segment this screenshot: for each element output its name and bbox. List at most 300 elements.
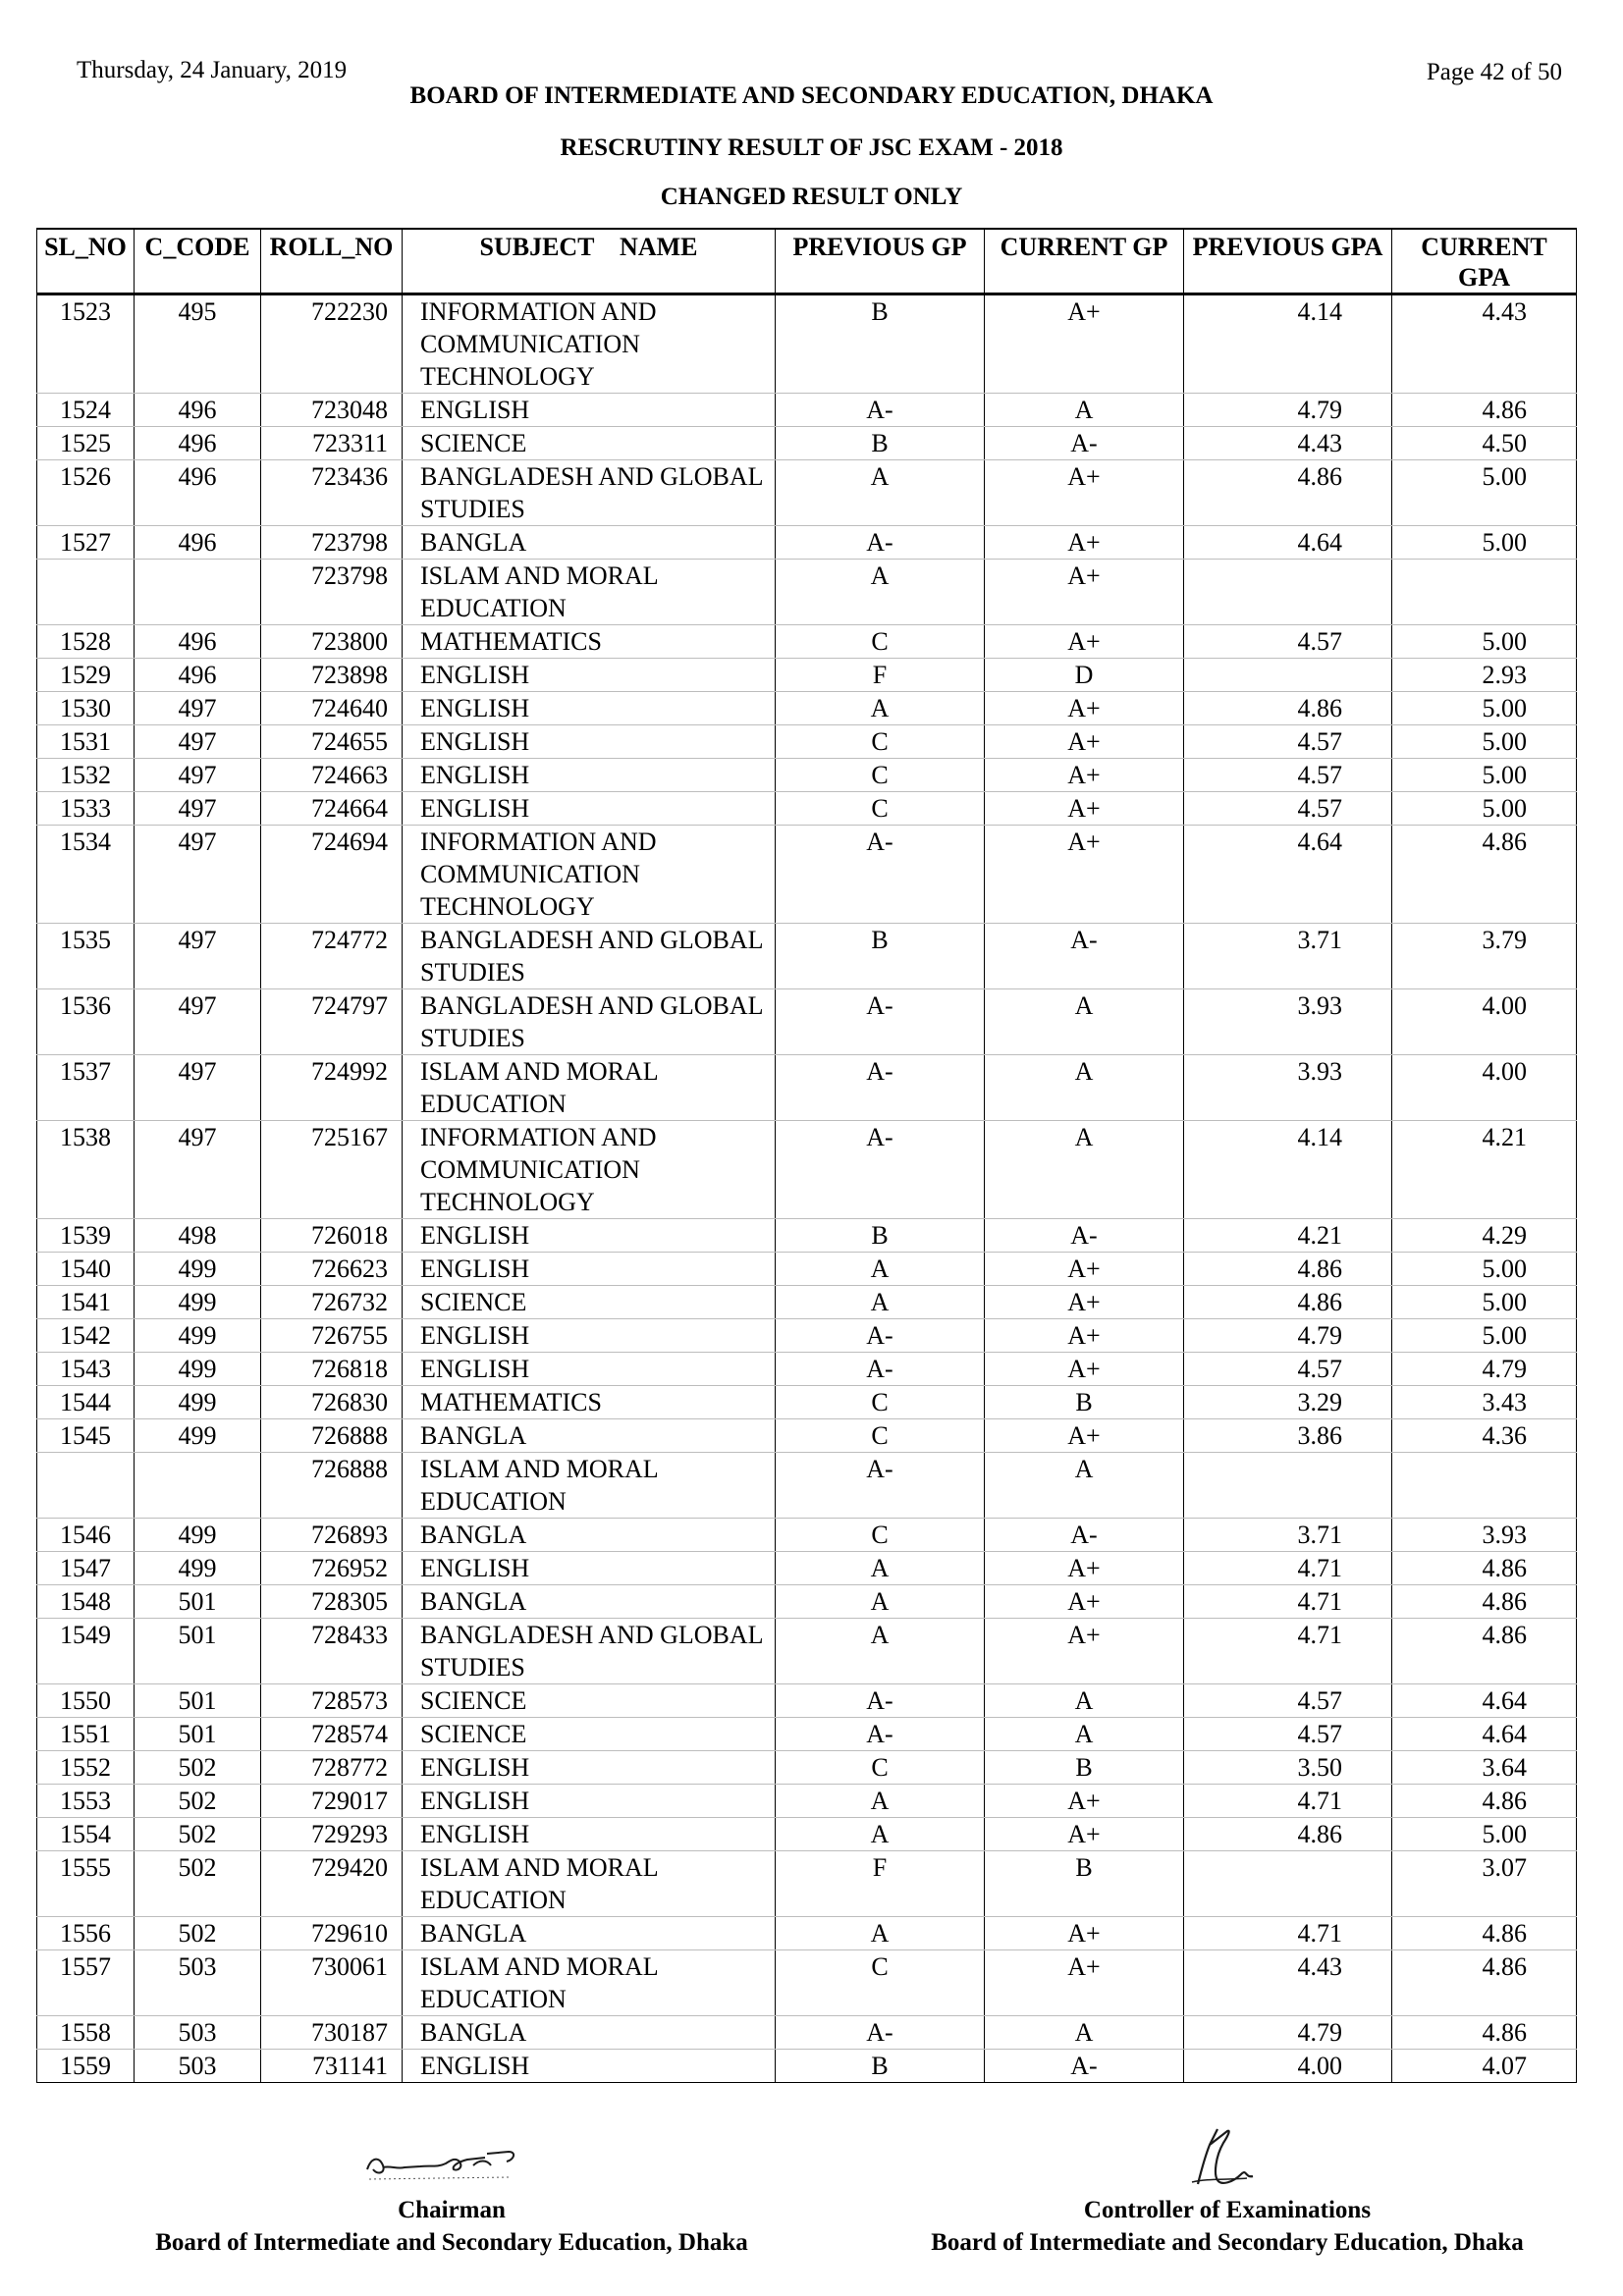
current-gp-cell: A [985,2016,1184,2050]
c-code-cell: 497 [135,826,261,924]
previous-gp-cell: A- [776,1121,985,1219]
previous-gpa-cell: 4.79 [1184,394,1392,427]
roll-no-cell: 724664 [261,792,403,826]
roll-no-cell: 726755 [261,1319,403,1353]
table-row [37,792,1577,826]
subject-cell: ENGLISH [403,1785,776,1818]
c-code-cell [135,1453,261,1519]
current-gpa-cell: 5.00 [1392,692,1577,725]
current-gpa-cell: 4.79 [1392,1353,1577,1386]
sl-no-cell: 1528 [37,625,135,659]
current-gp-cell: B [985,1386,1184,1419]
previous-gpa-cell [1184,560,1392,625]
table-row [37,1619,1577,1684]
subject-cell: SCIENCE [403,1684,776,1718]
subject-cell: BANGLA [403,1585,776,1619]
roll-no-cell: 723311 [261,427,403,460]
previous-gpa-cell: 4.00 [1184,2050,1392,2083]
sl-no-cell: 1547 [37,1552,135,1585]
previous-gp-cell: F [776,659,985,692]
current-gp-cell: A+ [985,625,1184,659]
c-code-cell: 501 [135,1684,261,1718]
subject-cell: SCIENCE [403,1286,776,1319]
current-gp-cell: A+ [985,759,1184,792]
print-date: Thursday, 24 January, 2019 [77,57,348,83]
sl-no-cell: 1540 [37,1253,135,1286]
previous-gp-cell: C [776,1751,985,1785]
sl-no-cell: 1549 [37,1619,135,1684]
current-gpa-cell: 4.64 [1392,1718,1577,1751]
sl-no-cell: 1527 [37,526,135,560]
roll-no-cell: 728573 [261,1684,403,1718]
sl-no-cell: 1556 [37,1917,135,1950]
previous-gpa-cell: 4.86 [1184,692,1392,725]
current-gp-cell: A+ [985,1552,1184,1585]
current-gp-cell: A+ [985,826,1184,924]
c-code-cell: 502 [135,1917,261,1950]
previous-gp-cell: A- [776,526,985,560]
sl-no-cell: 1534 [37,826,135,924]
current-gpa-cell: 4.86 [1392,1619,1577,1684]
previous-gp-cell: A [776,460,985,526]
sl-no-cell: 1559 [37,2050,135,2083]
current-gpa-cell: 5.00 [1392,759,1577,792]
sl-no-cell: 1545 [37,1419,135,1453]
sl-no-cell: 1526 [37,460,135,526]
c-code-cell: 503 [135,1950,261,2016]
sl-no-cell: 1531 [37,725,135,759]
col-header-current-gpa: CURRENT GPA [1392,229,1577,294]
subject-cell: INFORMATION AND COMMUNICATION TECHNOLOGY [403,826,776,924]
previous-gpa-cell: 4.64 [1184,826,1392,924]
table-row [37,924,1577,989]
sl-no-cell: 1532 [37,759,135,792]
previous-gp-cell: A [776,1818,985,1851]
subject-cell: ISLAM AND MORAL EDUCATION [403,560,776,625]
c-code-cell: 501 [135,1585,261,1619]
current-gp-cell: A+ [985,294,1184,394]
current-gp-cell: A [985,1055,1184,1121]
previous-gp-cell: A [776,1785,985,1818]
roll-no-cell: 726623 [261,1253,403,1286]
roll-no-cell: 724992 [261,1055,403,1121]
table-row [37,692,1577,725]
table-row [37,1353,1577,1386]
sl-no-cell: 1524 [37,394,135,427]
subject-cell: ISLAM AND MORAL EDUCATION [403,1950,776,2016]
table-row [37,1319,1577,1353]
previous-gpa-cell: 3.93 [1184,989,1392,1055]
sl-no-cell: 1546 [37,1519,135,1552]
previous-gpa-cell: 4.57 [1184,792,1392,826]
table-row [37,1453,1577,1519]
subject-cell: ENGLISH [403,394,776,427]
sl-no-cell: 1557 [37,1950,135,2016]
roll-no-cell: 728772 [261,1751,403,1785]
table-row [37,1055,1577,1121]
previous-gpa-cell: 4.57 [1184,1684,1392,1718]
previous-gp-cell: C [776,625,985,659]
previous-gp-cell: A- [776,1319,985,1353]
previous-gp-cell: B [776,294,985,394]
current-gpa-cell: 3.64 [1392,1751,1577,1785]
previous-gp-cell: A- [776,1684,985,1718]
roll-no-cell: 726732 [261,1286,403,1319]
current-gp-cell: B [985,1851,1184,1917]
current-gpa-cell: 2.93 [1392,659,1577,692]
table-row [37,1419,1577,1453]
previous-gpa-cell: 4.57 [1184,1718,1392,1751]
subject-cell: MATHEMATICS [403,625,776,659]
previous-gpa-cell: 4.57 [1184,725,1392,759]
previous-gpa-cell: 3.50 [1184,1751,1392,1785]
table-row [37,1219,1577,1253]
previous-gp-cell: B [776,427,985,460]
subject-cell: ENGLISH [403,1818,776,1851]
current-gp-cell: A+ [985,725,1184,759]
table-row [37,2016,1577,2050]
subject-cell: ENGLISH [403,1319,776,1353]
previous-gpa-cell [1184,1851,1392,1917]
subject-cell: MATHEMATICS [403,1386,776,1419]
current-gp-cell: A+ [985,1818,1184,1851]
c-code-cell: 496 [135,659,261,692]
col-header-subject-name: SUBJECT NAME [403,229,776,294]
c-code-cell: 503 [135,2016,261,2050]
col-header-previous-gpa: PREVIOUS GPA [1184,229,1392,294]
subject-cell: ISLAM AND MORAL EDUCATION [403,1851,776,1917]
current-gpa-cell: 5.00 [1392,526,1577,560]
chairman-signature [361,2140,538,2189]
subject-cell: ENGLISH [403,759,776,792]
current-gp-cell: A+ [985,692,1184,725]
table-row [37,1751,1577,1785]
roll-no-cell: 724655 [261,725,403,759]
sl-no-cell: 1533 [37,792,135,826]
current-gpa-cell: 4.64 [1392,1684,1577,1718]
current-gp-cell: A [985,1453,1184,1519]
c-code-cell: 497 [135,792,261,826]
current-gpa-cell: 5.00 [1392,1818,1577,1851]
c-code-cell: 497 [135,692,261,725]
previous-gpa-cell: 4.57 [1184,759,1392,792]
subject-cell: BANGLA [403,1419,776,1453]
subject-cell: SCIENCE [403,427,776,460]
current-gp-cell: A- [985,2050,1184,2083]
sl-no-cell: 1552 [37,1751,135,1785]
sl-no-cell: 1550 [37,1684,135,1718]
current-gpa-cell: 4.86 [1392,826,1577,924]
current-gpa-cell: 4.00 [1392,989,1577,1055]
roll-no-cell: 723798 [261,526,403,560]
previous-gp-cell: A [776,692,985,725]
previous-gp-cell: A [776,1619,985,1684]
previous-gpa-cell: 4.21 [1184,1219,1392,1253]
previous-gp-cell: A [776,1286,985,1319]
previous-gpa-cell [1184,659,1392,692]
roll-no-cell: 722230 [261,294,403,394]
current-gp-cell: A+ [985,1353,1184,1386]
previous-gp-cell: C [776,1386,985,1419]
previous-gpa-cell: 4.71 [1184,1785,1392,1818]
roll-no-cell: 726018 [261,1219,403,1253]
current-gp-cell: A+ [985,1253,1184,1286]
table-row [37,625,1577,659]
current-gp-cell: A+ [985,1585,1184,1619]
roll-no-cell: 726952 [261,1552,403,1585]
current-gpa-cell: 4.86 [1392,394,1577,427]
current-gpa-cell: 4.29 [1392,1219,1577,1253]
roll-no-cell: 729017 [261,1785,403,1818]
current-gp-cell: A- [985,924,1184,989]
c-code-cell: 498 [135,1219,261,1253]
current-gpa-cell: 4.43 [1392,294,1577,394]
c-code-cell: 502 [135,1818,261,1851]
subject-cell: INFORMATION AND COMMUNICATION TECHNOLOGY [403,294,776,394]
current-gp-cell: A+ [985,460,1184,526]
previous-gp-cell: C [776,1950,985,2016]
roll-no-cell: 724663 [261,759,403,792]
c-code-cell: 499 [135,1253,261,1286]
current-gpa-cell: 4.00 [1392,1055,1577,1121]
subject-cell: BANGLA [403,1519,776,1552]
table-row [37,659,1577,692]
sl-no-cell: 1544 [37,1386,135,1419]
roll-no-cell: 723048 [261,394,403,427]
roll-no-cell: 723800 [261,625,403,659]
col-header-sl-no: SL_NO [37,229,135,294]
c-code-cell: 497 [135,759,261,792]
previous-gpa-cell: 4.86 [1184,1818,1392,1851]
previous-gpa-cell: 4.57 [1184,1353,1392,1386]
current-gp-cell: A+ [985,1917,1184,1950]
subject-cell: ENGLISH [403,1353,776,1386]
table-row [37,989,1577,1055]
previous-gpa-cell: 4.43 [1184,427,1392,460]
table-row [37,1718,1577,1751]
roll-no-cell: 723436 [261,460,403,526]
roll-no-cell: 726893 [261,1519,403,1552]
current-gp-cell: A [985,1121,1184,1219]
table-row [37,1386,1577,1419]
subject-cell: ENGLISH [403,1253,776,1286]
subject-cell: BANGLA [403,1917,776,1950]
controller-signature [1188,2125,1267,2194]
subject-cell: BANGLA [403,526,776,560]
current-gp-cell: A- [985,427,1184,460]
sl-no-cell: 1525 [37,427,135,460]
current-gpa-cell: 4.21 [1392,1121,1577,1219]
previous-gpa-cell: 4.86 [1184,1286,1392,1319]
sl-no-cell: 1558 [37,2016,135,2050]
c-code-cell: 495 [135,294,261,394]
c-code-cell: 497 [135,1121,261,1219]
table-row [37,1552,1577,1585]
previous-gpa-cell: 4.71 [1184,1552,1392,1585]
document-subtitle: CHANGED RESULT ONLY [660,184,963,210]
previous-gp-cell: A [776,560,985,625]
current-gp-cell: A- [985,1519,1184,1552]
table-row [37,826,1577,924]
current-gpa-cell: 5.00 [1392,1253,1577,1286]
subject-cell: BANGLADESH AND GLOBAL STUDIES [403,989,776,1055]
c-code-cell: 496 [135,394,261,427]
c-code-cell: 503 [135,2050,261,2083]
table-row [37,1585,1577,1619]
table-row [37,526,1577,560]
subject-cell: BANGLADESH AND GLOBAL STUDIES [403,1619,776,1684]
current-gpa-cell: 4.86 [1392,1950,1577,2016]
roll-no-cell: 729610 [261,1917,403,1950]
previous-gpa-cell: 3.71 [1184,924,1392,989]
sl-no-cell: 1539 [37,1219,135,1253]
previous-gp-cell: A- [776,394,985,427]
table-row [37,394,1577,427]
table-row [37,1818,1577,1851]
current-gp-cell: A+ [985,1319,1184,1353]
table-row [37,1286,1577,1319]
roll-no-cell: 728574 [261,1718,403,1751]
document-title: RESCRUTINY RESULT OF JSC EXAM - 2018 [560,134,1063,161]
c-code-cell: 497 [135,1055,261,1121]
current-gp-cell: A+ [985,1286,1184,1319]
subject-cell: ENGLISH [403,659,776,692]
subject-cell: ENGLISH [403,792,776,826]
board-name: BOARD OF INTERMEDIATE AND SECONDARY EDUCATION, DHAKA [409,82,1214,109]
roll-no-cell: 729420 [261,1851,403,1917]
subject-cell: SCIENCE [403,1718,776,1751]
c-code-cell: 502 [135,1751,261,1785]
result-table [36,228,1577,2083]
chairman-organization: Board of Intermediate and Secondary Education, Dhaka [155,2229,748,2256]
current-gp-cell: A+ [985,1950,1184,2016]
previous-gp-cell: A- [776,826,985,924]
roll-no-cell: 730187 [261,2016,403,2050]
sl-no-cell: 1551 [37,1718,135,1751]
current-gpa-cell: 3.79 [1392,924,1577,989]
sl-no-cell: 1535 [37,924,135,989]
current-gpa-cell: 3.07 [1392,1851,1577,1917]
previous-gp-cell: C [776,792,985,826]
previous-gpa-cell [1184,1453,1392,1519]
sl-no-cell: 1553 [37,1785,135,1818]
current-gpa-cell: 5.00 [1392,1319,1577,1353]
c-code-cell: 499 [135,1519,261,1552]
table-row [37,1785,1577,1818]
previous-gp-cell: A- [776,1353,985,1386]
roll-no-cell: 726888 [261,1419,403,1453]
current-gpa-cell: 4.86 [1392,1917,1577,1950]
previous-gpa-cell: 4.86 [1184,460,1392,526]
previous-gpa-cell: 3.71 [1184,1519,1392,1552]
current-gp-cell: A [985,1684,1184,1718]
previous-gpa-cell: 4.43 [1184,1950,1392,2016]
sl-no-cell: 1523 [37,294,135,394]
sl-no-cell: 1555 [37,1851,135,1917]
previous-gpa-cell: 4.79 [1184,1319,1392,1353]
current-gp-cell: A+ [985,1419,1184,1453]
col-header-previous-gp: PREVIOUS GP [776,229,985,294]
current-gpa-cell: 5.00 [1392,792,1577,826]
current-gp-cell: B [985,1751,1184,1785]
table-row [37,2050,1577,2083]
previous-gp-cell: F [776,1851,985,1917]
sl-no-cell: 1538 [37,1121,135,1219]
c-code-cell: 501 [135,1718,261,1751]
previous-gpa-cell: 4.86 [1184,1253,1392,1286]
subject-cell: ENGLISH [403,1751,776,1785]
subject-cell: BANGLADESH AND GLOBAL STUDIES [403,924,776,989]
subject-cell: ENGLISH [403,2050,776,2083]
previous-gp-cell: A [776,1552,985,1585]
c-code-cell: 499 [135,1353,261,1386]
result-table-body [37,294,1577,2083]
roll-no-cell: 726818 [261,1353,403,1386]
previous-gp-cell: A- [776,1055,985,1121]
table-row [37,560,1577,625]
current-gp-cell: A+ [985,560,1184,625]
current-gpa-cell: 3.43 [1392,1386,1577,1419]
previous-gpa-cell: 4.57 [1184,625,1392,659]
current-gpa-cell: 4.86 [1392,1585,1577,1619]
previous-gp-cell: A- [776,1718,985,1751]
sl-no-cell: 1548 [37,1585,135,1619]
current-gpa-cell: 4.07 [1392,2050,1577,2083]
previous-gp-cell: B [776,924,985,989]
roll-no-cell: 723898 [261,659,403,692]
c-code-cell: 499 [135,1552,261,1585]
table-row [37,759,1577,792]
table-row [37,1950,1577,2016]
previous-gpa-cell: 3.86 [1184,1419,1392,1453]
previous-gp-cell: A- [776,989,985,1055]
previous-gpa-cell: 4.14 [1184,1121,1392,1219]
subject-cell: BANGLA [403,2016,776,2050]
previous-gp-cell: B [776,2050,985,2083]
table-row [37,1917,1577,1950]
table-row [37,427,1577,460]
sl-no-cell: 1536 [37,989,135,1055]
subject-cell: ENGLISH [403,1552,776,1585]
subject-cell: ENGLISH [403,1219,776,1253]
table-row [37,1253,1577,1286]
current-gp-cell: A [985,1718,1184,1751]
c-code-cell: 496 [135,526,261,560]
current-gpa-cell: 5.00 [1392,625,1577,659]
controller-title: Controller of Examinations [1083,2197,1372,2223]
roll-no-cell: 730061 [261,1950,403,2016]
page-number: Page 42 of 50 [1426,59,1562,85]
c-code-cell: 499 [135,1319,261,1353]
current-gpa-cell: 4.50 [1392,427,1577,460]
previous-gp-cell: A [776,1253,985,1286]
current-gp-cell: A+ [985,1619,1184,1684]
subject-cell: ISLAM AND MORAL EDUCATION [403,1055,776,1121]
col-header-roll-no: ROLL_NO [261,229,403,294]
current-gpa-cell: 3.93 [1392,1519,1577,1552]
c-code-cell: 497 [135,924,261,989]
current-gp-cell: A [985,394,1184,427]
current-gpa-cell: 5.00 [1392,725,1577,759]
current-gpa-cell: 4.86 [1392,2016,1577,2050]
roll-no-cell: 724694 [261,826,403,924]
c-code-cell: 499 [135,1419,261,1453]
previous-gpa-cell: 4.71 [1184,1619,1392,1684]
current-gp-cell: A- [985,1219,1184,1253]
sl-no-cell: 1542 [37,1319,135,1353]
roll-no-cell: 723798 [261,560,403,625]
current-gpa-cell: 5.00 [1392,460,1577,526]
